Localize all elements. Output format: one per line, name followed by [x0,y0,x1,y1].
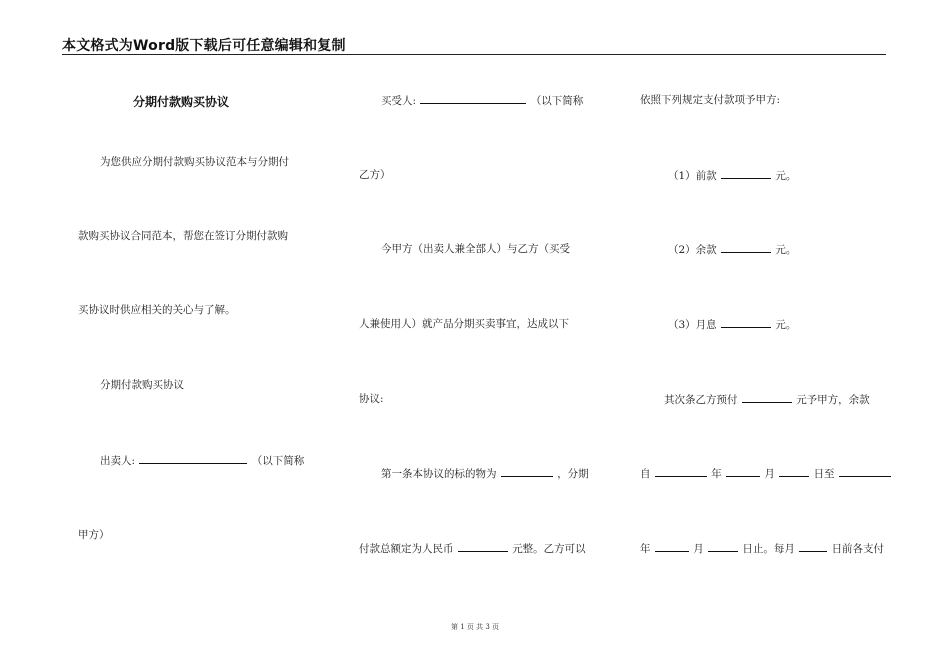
second-article-blank [742,392,792,403]
document-banner [62,34,886,55]
date2-suffix-label: 日前各支付 [831,543,885,555]
date-to-day-blank [708,541,738,552]
total-suffix: 元整。乙方可以 [512,543,586,555]
seller-line [100,453,304,468]
item-3-line [668,317,796,332]
intro-line-3: 买协议时供应相关的关心与了解。 [78,304,236,316]
date-month-label: 月 [764,468,775,480]
date-from-day-blank [779,466,809,477]
date2-year-label: 年 [640,543,651,555]
page-footer: 第 1 页 共 3 页 [450,623,500,631]
agreement-para-line-3: 协议: [359,393,384,405]
banner-text: 本文格式为Word版下载后可任意编辑和复制 [62,38,346,54]
date-from: 自 [640,468,651,480]
article-1-blank [501,466,553,477]
total-prefix: 付款总额定为人民币 [359,543,454,555]
total-blank [458,541,508,552]
buyer-continuation: 乙方） [359,169,391,181]
date-range-line-1 [640,466,892,481]
date-year-label: 年 [711,468,722,480]
item-2-prefix: （2）余款 [668,244,717,256]
second-article-prefix: 其次条乙方预付 [664,394,738,406]
second-article-line [664,392,870,407]
document-title: 分期付款购买协议 [133,95,230,109]
seller-continuation: 甲方） [78,529,110,541]
item-3-prefix: （3）月息 [668,319,717,331]
seller-suffix: （以下简称 [251,455,305,467]
date-day-to-label: 日至 [813,468,835,480]
date2-end-label: 日止。每月 [742,543,795,555]
item-1-suffix: 元。 [775,170,797,182]
item-1-line [668,168,796,183]
item-2-suffix: 元。 [775,244,797,256]
item-3-suffix: 元。 [775,319,797,331]
article-1-line [381,466,589,481]
buyer-line [381,93,583,108]
buyer-label: 买受人: [381,95,417,107]
date2-month-label: 月 [693,543,704,555]
date-from-year-blank [655,466,707,477]
agreement-subtitle: 分期付款购买协议 [100,379,184,391]
intro-line-1: 为您供应分期付款购买协议范本与分期付 [100,156,289,168]
article-1-prefix: 第一条本协议的标的物为 [381,468,497,480]
buyer-blank [420,93,526,104]
seller-blank [139,453,247,464]
item-2-blank [721,242,771,253]
seller-label: 出卖人: [100,455,136,467]
article-1-suffix: ，分期 [557,468,589,480]
date-to-year-blank [839,466,891,477]
item-2-line [668,242,796,257]
payment-rule-line: 依照下列规定支付款项予甲方: [640,94,781,106]
date-to-month-blank [655,541,689,552]
intro-line-2: 款购买协议合同范本，帮您在签订分期付款购 [78,230,288,242]
monthly-day-blank [799,541,827,552]
item-1-prefix: （1）前款 [668,170,717,182]
date-range-line-2 [640,541,884,556]
agreement-para-line-1: 今甲方（出卖人兼全部人）与乙方（买受 [381,243,570,255]
total-amount-line [359,541,586,556]
buyer-suffix: （以下简称 [530,95,584,107]
date-from-month-blank [726,466,760,477]
second-article-suffix: 元予甲方，余款 [796,394,870,406]
agreement-para-line-2: 人兼使用人）就产品分期买卖事宜，达成以下 [359,318,569,330]
item-3-blank [721,317,771,328]
item-1-blank [721,168,771,179]
